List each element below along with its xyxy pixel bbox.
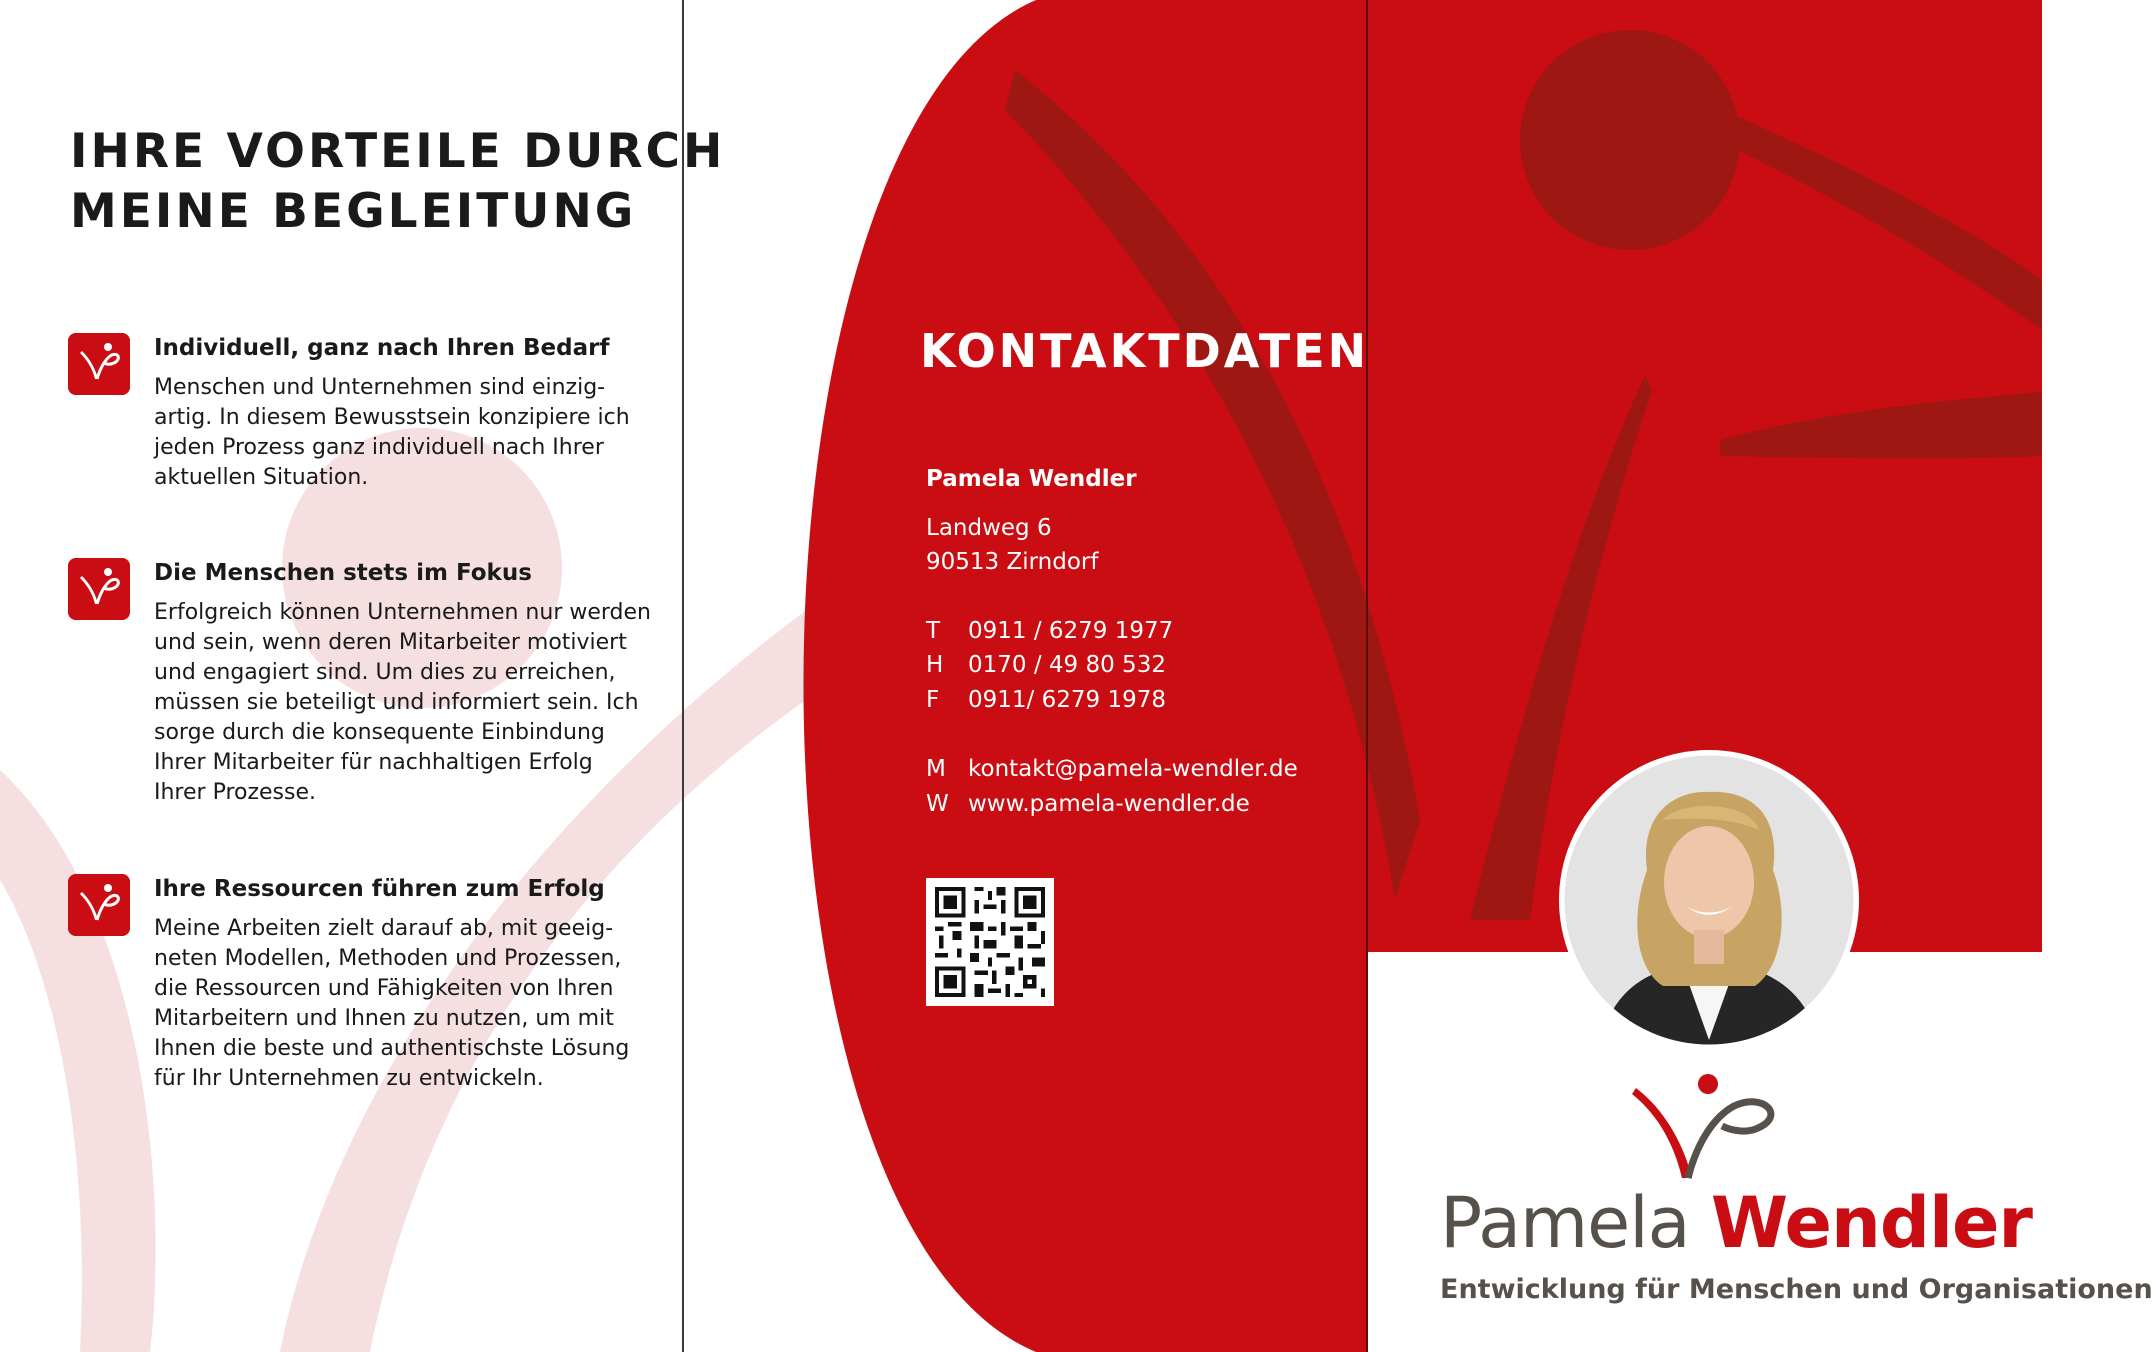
benefit-line: Meine Arbeiten zielt darauf ab, mit geeig- bbox=[154, 916, 614, 941]
benefit-line: neten Modellen, Methoden und Prozessen, bbox=[154, 946, 622, 971]
contact-key: W bbox=[926, 791, 949, 817]
benefit-line: Erfolgreich können Unternehmen nur werden bbox=[154, 600, 651, 625]
benefit-body bbox=[154, 598, 678, 808]
benefit-item-individual bbox=[68, 333, 630, 503]
benefit-body bbox=[154, 373, 678, 493]
benefit-line: und engagiert sind. Um dies zu erreichen, bbox=[154, 660, 616, 685]
contact-street: Landweg 6 bbox=[926, 515, 1052, 541]
benefit-line: die Ressourcen und Fähigkeiten von Ihren bbox=[154, 976, 614, 1001]
contact-key: H bbox=[926, 652, 944, 678]
contact-email-link[interactable]: kontakt@pamela-wendler.de bbox=[968, 756, 1298, 782]
contact-name: Pamela Wendler bbox=[926, 466, 1137, 492]
pw-logo-mark-icon bbox=[1626, 1072, 1786, 1182]
benefit-line: Mitarbeitern und Ihnen zu nutzen, um mit bbox=[154, 1006, 614, 1031]
pw-logo-mark-icon bbox=[68, 874, 130, 936]
benefit-line: Ihrer Mitarbeiter für nachhaltigen Erfolg bbox=[154, 750, 593, 775]
contact-phone[interactable]: 0911 / 6279 1977 bbox=[968, 618, 1174, 644]
benefit-line: müssen sie beteiligt und informiert sein. Ich bbox=[154, 690, 639, 715]
benefit-line: Menschen und Unternehmen sind einzig- bbox=[154, 375, 606, 400]
benefit-title: Die Menschen stets im Fokus bbox=[154, 560, 532, 586]
contact-website-link[interactable]: www.pamela-wendler.de bbox=[968, 791, 1250, 817]
benefit-title: Individuell, ganz nach Ihren Bedarf bbox=[154, 335, 610, 361]
contact-title: KONTAKTDATEN bbox=[920, 324, 1370, 378]
benefit-item-resources bbox=[68, 874, 630, 1114]
benefit-line: Ihnen die beste und authentischste Lösung bbox=[154, 1036, 630, 1061]
benefit-title: Ihre Ressourcen führen zum Erfolg bbox=[154, 876, 605, 902]
benefit-line: sorge durch die konsequente Einbindung bbox=[154, 720, 605, 745]
logo-last-name: Wendler bbox=[1710, 1182, 2032, 1264]
qr-code-icon[interactable] bbox=[926, 878, 1054, 1006]
benefits-headline bbox=[70, 122, 725, 242]
benefit-line: jeden Prozess ganz individuell nach Ihrer bbox=[154, 435, 604, 460]
pw-logo-mark-icon bbox=[68, 558, 130, 620]
pw-logo-mark-icon bbox=[68, 333, 130, 395]
contact-fax: 0911/ 6279 1978 bbox=[968, 687, 1166, 713]
contact-key: F bbox=[926, 687, 940, 713]
benefits-headline-line1: IHRE VORTEILE DURCH bbox=[70, 124, 726, 179]
benefit-item-focus bbox=[68, 558, 651, 818]
benefits-headline-line2: MEINE BEGLEITUNG bbox=[70, 184, 637, 239]
contact-mobile[interactable]: 0170 / 49 80 532 bbox=[968, 652, 1166, 678]
contact-key: T bbox=[926, 618, 941, 644]
logo-wordmark bbox=[1440, 1178, 2032, 1268]
portrait-photo bbox=[1559, 750, 1859, 1050]
contact-city: 90513 Zirndorf bbox=[926, 549, 1099, 575]
fold-line-right bbox=[1366, 0, 1368, 1352]
logo-first-name: Pamela bbox=[1440, 1182, 1690, 1264]
benefit-line: für Ihr Unternehmen zu entwickeln. bbox=[154, 1066, 544, 1091]
benefit-body bbox=[154, 914, 678, 1094]
benefit-line: aktuellen Situation. bbox=[154, 465, 369, 490]
benefit-line: und sein, wenn deren Mitarbeiter motiviert bbox=[154, 630, 627, 655]
logo-tagline: Entwicklung für Menschen und Organisationen bbox=[1440, 1274, 2153, 1305]
contact-key: M bbox=[926, 756, 946, 782]
benefit-line: artig. In diesem Bewusstsein konzipiere ich bbox=[154, 405, 630, 430]
benefit-line: Ihrer Prozesse. bbox=[154, 780, 317, 805]
